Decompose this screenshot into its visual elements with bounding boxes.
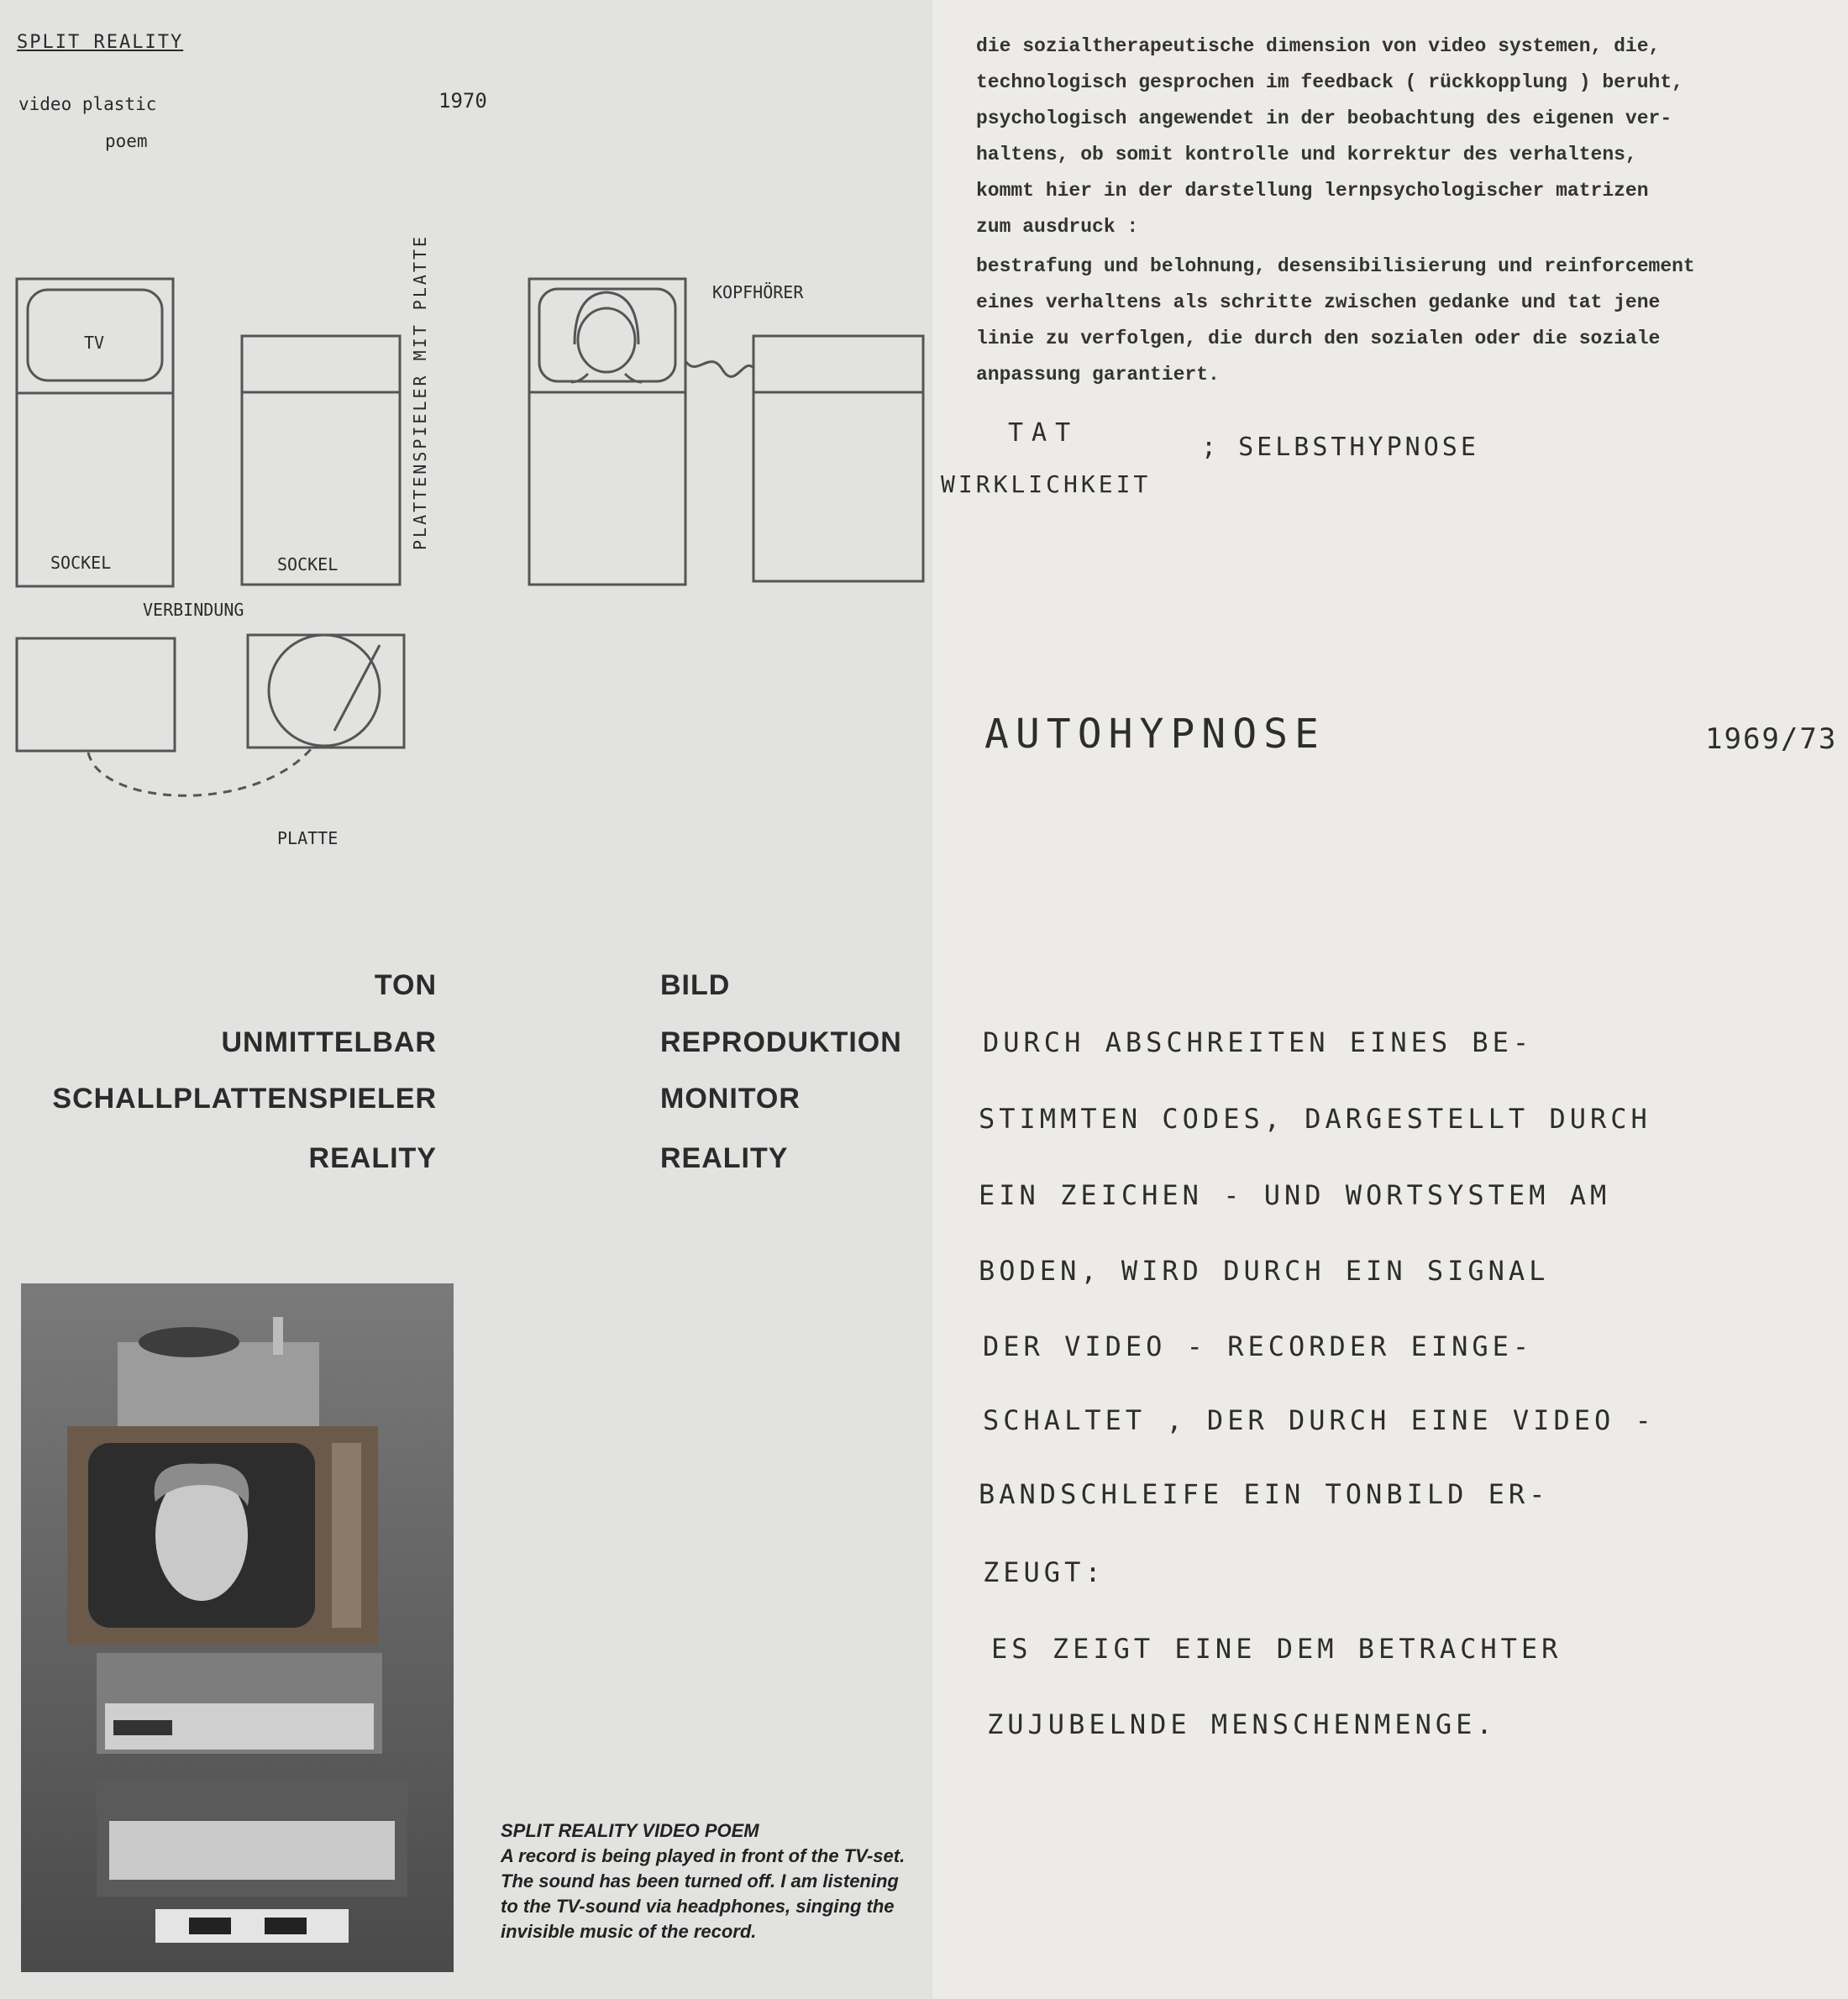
box-label-2: SOCKEL <box>277 554 339 575</box>
headphones-tv-sketch <box>529 279 923 585</box>
bottom-boxes-sketch <box>17 635 404 795</box>
tv-sketch <box>17 279 173 586</box>
note-wirklichkeit: WIRKLICHKEIT <box>941 470 1152 498</box>
vertical-label: PLATTENSPIELER MIT PLATTE <box>410 233 430 550</box>
record-label: PLATTE <box>277 828 339 848</box>
tv-label: TV <box>84 333 105 353</box>
box-label-1: SOCKEL <box>50 553 112 573</box>
turntable <box>118 1342 319 1435</box>
headphones-label: KOPFHÖRER <box>712 282 804 302</box>
pair-left-3: SCHALLPLATTENSPIELER <box>52 1083 437 1115</box>
autohypnose-title: AUTOHYPNOSE <box>984 711 1326 758</box>
hand-line-10: ZUJUBELNDE MENSCHENMENGE. <box>987 1708 1497 1740</box>
photo-illustration <box>21 1283 454 1972</box>
pair-left-2: UNMITTELBAR <box>221 1026 437 1058</box>
photo-caption <box>501 1818 921 1944</box>
pair-right-4: REALITY <box>660 1142 789 1174</box>
hand-line-4: BODEN, WIRD DURCH EIN SIGNAL <box>979 1255 1550 1287</box>
diagram-subtitle-poem: poem <box>105 131 148 151</box>
typed-paragraph-2: bestrafung und belohnung, desensibilisierung und reinforcement eines verhaltens als schritte zwischen gedanke und tat jene linie zu verfolgen, die durch den sozialen oder die soziale anpassung garantiert. <box>976 255 1695 386</box>
hand-line-5: DER VIDEO - RECORDER EINGE- <box>983 1330 1534 1362</box>
typed-paragraph-1: die sozialtherapeutische dimension von video systemen, die, technologisch gesprochen im feedback ( rückkopplung ) beruht, psychologisch angewendet in der beobachtung des eigenen ver- haltens, ob somit kontrolle und korrektur des verhaltens, kommt hier in der darstellung lernpsychologischer matrizen zum ausdruck : <box>976 35 1683 238</box>
pair-right-1: BILD <box>660 969 731 1001</box>
caption-body: A record is being played in front of the TV-set. The sound has been turned off. I am listening to the TV-sound via headphones, singing the invisible music of the record. <box>501 1845 906 1942</box>
hand-line-8: ZEUGT: <box>983 1556 1105 1588</box>
hand-line-7: BANDSCHLEIFE EIN TONBILD ER- <box>979 1478 1550 1510</box>
hand-line-9: ES ZEIGT EINE DEM BETRACHTER <box>991 1633 1562 1665</box>
connection-label: VERBINDUNG <box>143 600 244 620</box>
hand-line-6: SCHALTET , DER DURCH EINE VIDEO - <box>983 1404 1656 1436</box>
caption-title: SPLIT REALITY VIDEO POEM <box>501 1820 759 1841</box>
pair-left-1: TON <box>374 969 437 1001</box>
hand-line-3: EIN ZEICHEN - UND WORTSYSTEM AM <box>979 1179 1611 1211</box>
autohypnose-years: 1969/73 <box>1705 722 1838 756</box>
diagram-title: SPLIT REALITY <box>17 32 184 53</box>
hand-line-2: STIMMTEN CODES, DARGESTELLT DURCH <box>979 1103 1651 1135</box>
pair-left-4: REALITY <box>308 1142 437 1174</box>
pair-right-3: MONITOR <box>660 1083 801 1115</box>
note-tat: TAT <box>1008 418 1079 448</box>
pair-right-2: REPRODUKTION <box>660 1026 902 1058</box>
hand-line-1: DURCH ABSCHREITEN EINES BE- <box>983 1026 1534 1058</box>
stand-sketch <box>242 336 400 585</box>
diagram-year: 1970 <box>438 89 487 113</box>
installation-photo <box>21 1283 454 1972</box>
diagram-subtitle: video plastic <box>18 94 157 114</box>
note-selbsthypnose: ; SELBSTHYPNOSE <box>1201 433 1479 462</box>
